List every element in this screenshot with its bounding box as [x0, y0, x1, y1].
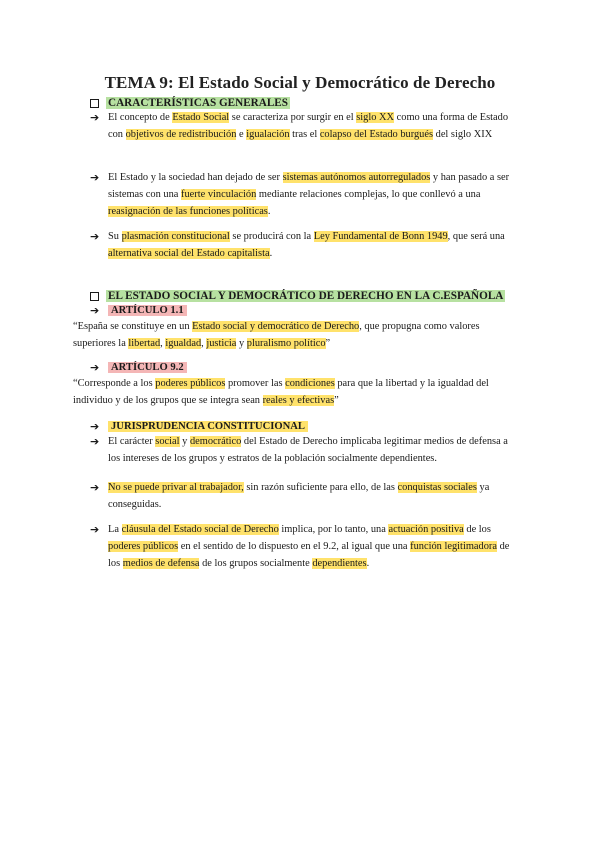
item-text [108, 521, 510, 572]
highlighted-text: conquistas sociales [397, 482, 477, 493]
highlighted-text: objetivos de redistribución [125, 129, 237, 140]
arrow-right-icon: ➔ [90, 361, 100, 374]
subheading-jurisprudencia [90, 420, 308, 433]
item-text [108, 433, 510, 467]
text-segment: , [201, 338, 207, 349]
text-segment: implica, por lo tanto, una [278, 524, 389, 535]
highlighted-text: No se puede privar al trabajador, [108, 482, 244, 493]
arrow-right-icon: ➔ [90, 481, 100, 494]
arrow-right-icon: ➔ [90, 171, 100, 184]
highlighted-text: Estado Social [172, 112, 230, 123]
text-segment: y [236, 338, 247, 349]
section-label: EL ESTADO SOCIAL Y DEMOCRÁTICO DE DERECHO EN LA C.ESPAÑOLA [108, 290, 504, 302]
text-segment: . [267, 206, 271, 217]
highlighted-text: alternativa social del Estado capitalista [108, 248, 270, 259]
subheading-label: ARTÍCULO 1.1 [108, 305, 187, 316]
highlighted-text: dependientes [312, 558, 367, 569]
highlighted-text: poderes públicos [108, 541, 179, 552]
highlighted-text: social [155, 436, 180, 447]
highlighted-text: condiciones [285, 378, 335, 389]
text-segment: en el sentido de lo dispuesto en el 9.2, al igual que una [178, 541, 411, 552]
text-segment: del siglo XIX [433, 129, 493, 140]
item-text [108, 169, 510, 220]
highlighted-text: medios de defensa [122, 558, 200, 569]
text-segment: tras el [289, 129, 320, 140]
text-segment: La [108, 524, 122, 535]
text-segment: y [179, 436, 190, 447]
highlighted-text: reasignación de las funciones políticas [108, 206, 268, 217]
text-segment: de los [463, 524, 491, 535]
text-segment: . [366, 558, 370, 569]
highlighted-text: sistemas autónomos autorregulados [282, 172, 431, 183]
highlighted-text: libertad [128, 338, 161, 349]
item-text [108, 109, 510, 143]
highlighted-text: colapso del Estado burgués [319, 129, 434, 140]
item-text [108, 479, 510, 513]
text-segment: mediante relaciones complejas, lo que conllevó a una [256, 189, 481, 200]
subheading-label: JURISPRUDENCIA CONSTITUCIONAL [108, 421, 308, 432]
text-segment: El carácter [108, 436, 156, 447]
highlighted-text: reales y efectivas [262, 395, 335, 406]
text-segment: “Corresponde a los [73, 378, 156, 389]
text-segment: se producirá con la [229, 231, 314, 242]
list-item [90, 479, 510, 513]
highlighted-text: poderes públicos [155, 378, 226, 389]
section-label: CARACTERÍSTICAS GENERALES [108, 97, 288, 109]
highlighted-text: Ley Fundamental de Bonn 1949 [313, 231, 448, 242]
highlighted-text: justicia [206, 338, 237, 349]
highlighted-text: igualación [246, 129, 290, 140]
highlighted-text: fuerte vinculación [181, 189, 257, 200]
highlighted-text: cláusula del Estado social de Derecho [121, 524, 279, 535]
page-title: TEMA 9: El Estado Social y Democrático de Derecho [104, 73, 496, 92]
list-item [90, 228, 510, 262]
text-segment: promover las [225, 378, 286, 389]
highlighted-text: actuación positiva [388, 524, 464, 535]
highlighted-text: Estado social y democrático de Derecho [192, 321, 360, 332]
arrow-right-icon: ➔ [90, 523, 100, 536]
text-segment: El concepto de [108, 112, 173, 123]
arrow-right-icon: ➔ [90, 435, 100, 448]
highlighted-text: plasmación constitucional [121, 231, 230, 242]
arrow-right-icon: ➔ [90, 304, 100, 317]
text-segment: como una forma de Estado con [108, 112, 509, 140]
text-segment: , que propugna como valores superiores la [73, 321, 480, 349]
checkbox-icon [90, 292, 99, 301]
highlighted-text: siglo XX [356, 112, 395, 123]
highlighted-text: igualdad [165, 338, 202, 349]
text-segment: de los [108, 541, 510, 569]
highlighted-text: función legitimadora [410, 541, 497, 552]
arrow-right-icon: ➔ [90, 111, 100, 124]
section-heading-caracteristicas [90, 97, 290, 109]
text-segment: y han pasado a ser sistemas con una [108, 172, 510, 200]
text-segment: Su [108, 231, 122, 242]
text-segment: El Estado y la sociedad han dejado de ser [108, 172, 283, 183]
list-item [90, 521, 510, 572]
text-segment: ” [334, 395, 339, 406]
text-segment: sin razón suficiente para ello, de las [243, 482, 398, 493]
subheading-articulo-1-1 [90, 304, 187, 317]
text-segment: ” [325, 338, 331, 349]
text-segment: “España se constituye en un [73, 321, 193, 332]
checkbox-icon [90, 99, 99, 108]
text-segment: se caracteriza por surgir en el [229, 112, 357, 123]
subheading-label: ARTÍCULO 9.2 [108, 362, 187, 373]
text-segment: ya conseguidas. [108, 482, 490, 510]
text-segment: , [160, 338, 166, 349]
section-heading-constitucion [90, 290, 505, 302]
text-segment: de los grupos socialmente [199, 558, 313, 569]
list-item [90, 433, 510, 467]
text-segment: e [236, 129, 247, 140]
item-text [108, 228, 510, 262]
arrow-right-icon: ➔ [90, 230, 100, 243]
subheading-articulo-9-2 [90, 361, 187, 374]
text-segment: para que la libertad y la igualdad del individuo y de los grupos que se integra sean [73, 378, 489, 406]
quote-articulo-1-1 [73, 318, 523, 352]
text-segment: , que será una [447, 231, 505, 242]
highlighted-text: democrático [189, 436, 242, 447]
text-segment: . [269, 248, 273, 259]
highlighted-text: pluralismo político [246, 338, 326, 349]
arrow-right-icon: ➔ [90, 420, 100, 433]
list-item [90, 109, 510, 143]
text-segment: del Estado de Derecho implicaba legitimar medios de defensa a los intereses de los grupos y estratos de la población socialmente dependientes. [108, 436, 508, 464]
list-item [90, 169, 510, 220]
quote-articulo-9-2 [73, 375, 523, 409]
